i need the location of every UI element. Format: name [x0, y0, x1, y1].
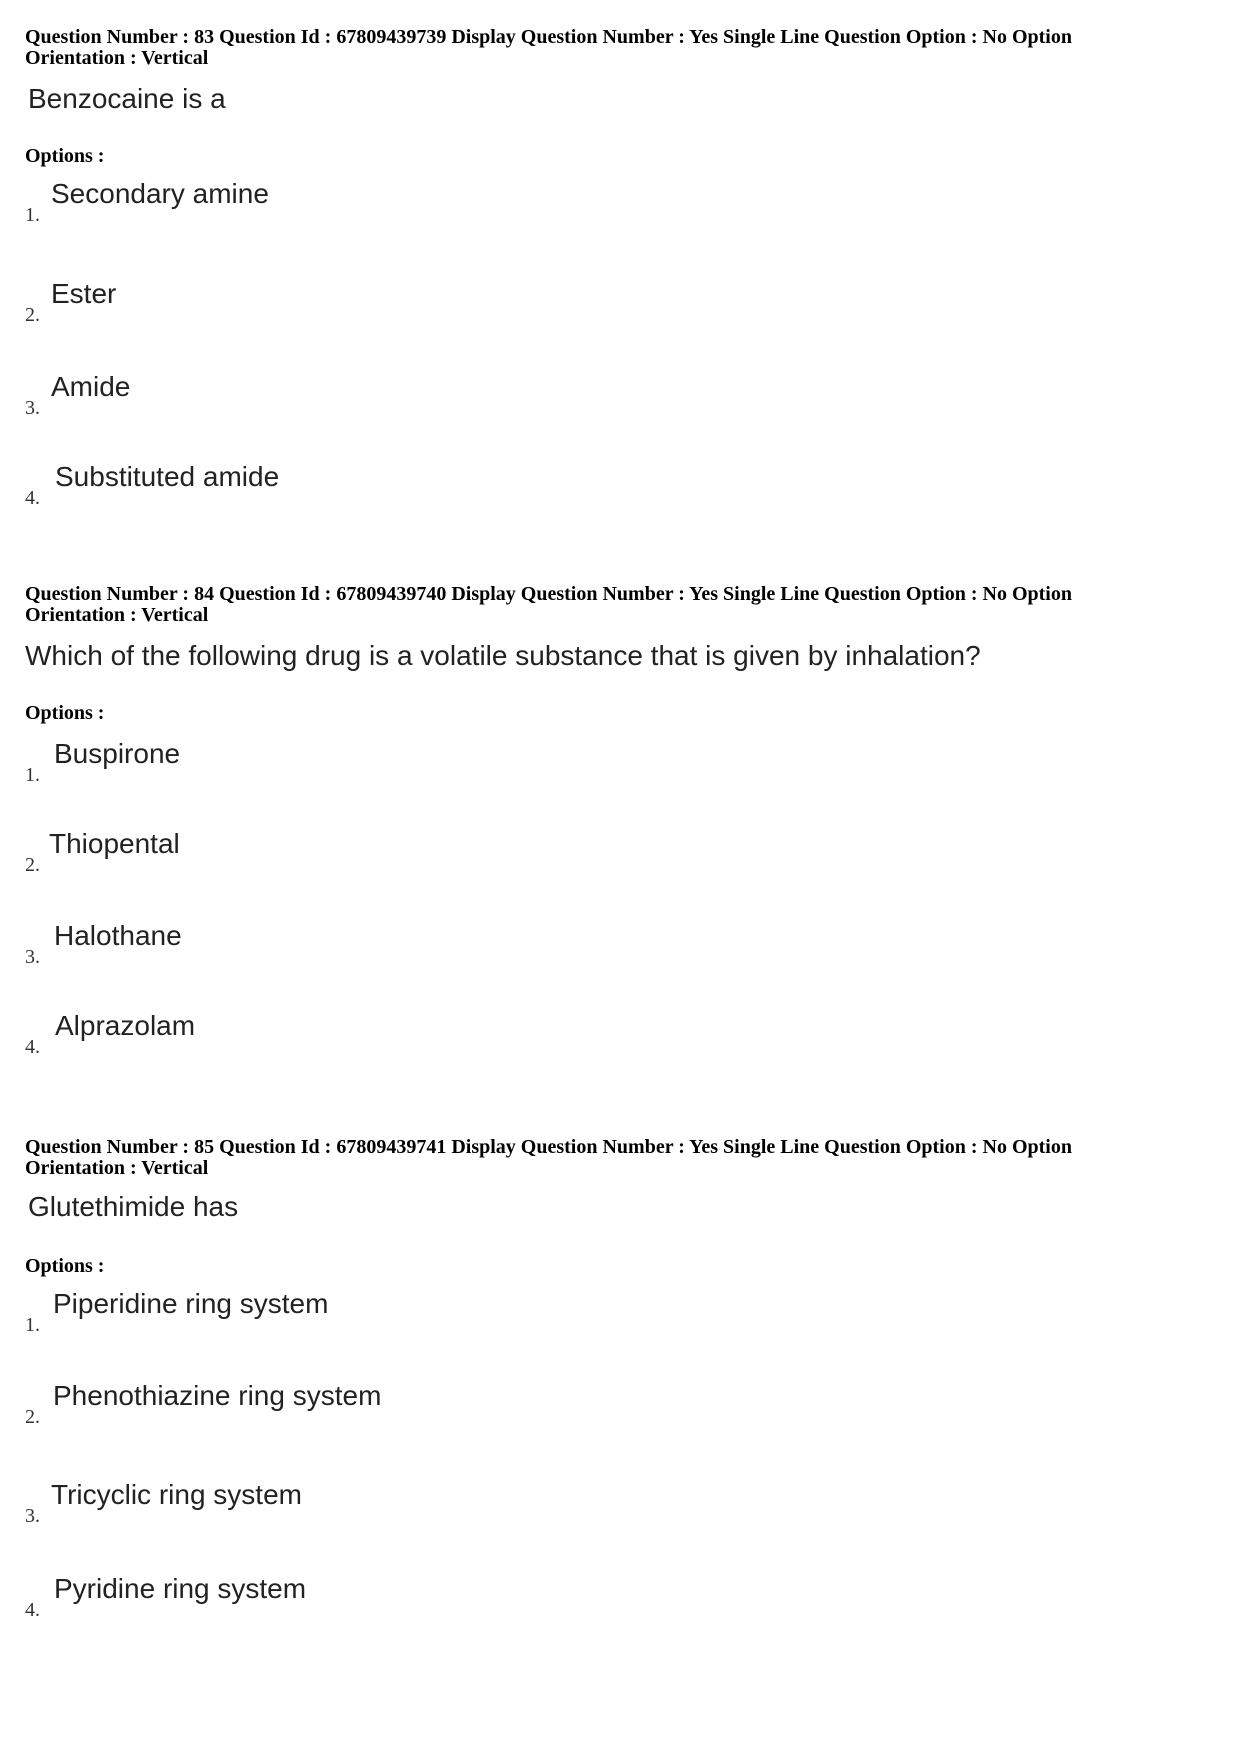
- option-number: 4.: [25, 487, 40, 509]
- option-number: 1.: [25, 204, 40, 226]
- option-1[interactable]: [25, 178, 625, 228]
- option-text: Secondary amine: [51, 178, 269, 209]
- option-number: 4.: [25, 1036, 40, 1058]
- option-3[interactable]: [25, 920, 625, 970]
- options-label: Options :: [25, 702, 105, 724]
- option-number: 3.: [25, 946, 40, 968]
- option-number: 4.: [25, 1599, 40, 1621]
- option-4[interactable]: [25, 461, 625, 511]
- question-meta-line: Orientation : Vertical: [25, 604, 209, 626]
- option-number: 3.: [25, 397, 40, 419]
- option-number: 2.: [25, 1406, 40, 1428]
- option-text: Tricyclic ring system: [51, 1479, 302, 1510]
- option-1[interactable]: [25, 738, 625, 788]
- question-stem: Glutethimide has: [28, 1191, 239, 1222]
- option-text: Ester: [51, 278, 117, 309]
- question-meta-line: Orientation : Vertical: [25, 1157, 209, 1179]
- option-text: Piperidine ring system: [53, 1288, 329, 1319]
- question-meta-line: Question Number : 83 Question Id : 67809439739 Display Question Number : Yes Single Line Question Option : No Option: [25, 26, 1072, 48]
- option-1[interactable]: [25, 1288, 625, 1338]
- option-text: Halothane: [54, 920, 182, 951]
- option-text: Pyridine ring system: [54, 1573, 307, 1604]
- options-label: Options :: [25, 145, 105, 167]
- option-number: 1.: [25, 764, 40, 786]
- option-2[interactable]: [25, 828, 625, 878]
- question-block-83: [25, 26, 1215, 509]
- options-label: Options :: [25, 1255, 105, 1277]
- option-number: 3.: [25, 1505, 40, 1527]
- option-text: Buspirone: [54, 738, 181, 769]
- question-block-85: [25, 1136, 1215, 1621]
- question-stem: Benzocaine is a: [28, 83, 226, 114]
- option-text: Thiopental: [49, 828, 180, 859]
- option-4[interactable]: [25, 1573, 625, 1623]
- question-meta-line: Question Number : 85 Question Id : 67809439741 Display Question Number : Yes Single Line Question Option : No Option: [25, 1136, 1072, 1158]
- question-block-84: [25, 583, 1215, 1058]
- option-3[interactable]: [25, 1479, 625, 1529]
- option-text: Substituted amide: [55, 461, 280, 492]
- option-text: Phenothiazine ring system: [53, 1380, 382, 1411]
- option-text: Amide: [51, 371, 131, 402]
- option-number: 1.: [25, 1314, 40, 1336]
- option-4[interactable]: [25, 1010, 625, 1060]
- option-3[interactable]: [25, 371, 625, 421]
- option-number: 2.: [25, 304, 40, 326]
- question-meta-line: Orientation : Vertical: [25, 47, 209, 69]
- question-meta-line: Question Number : 84 Question Id : 67809439740 Display Question Number : Yes Single Line Question Option : No Option: [25, 583, 1072, 605]
- option-text: Alprazolam: [55, 1010, 196, 1041]
- question-stem: Which of the following drug is a volatile substance that is given by inhalation?: [25, 640, 981, 671]
- option-2[interactable]: [25, 278, 625, 328]
- option-2[interactable]: [25, 1380, 625, 1430]
- option-number: 2.: [25, 854, 40, 876]
